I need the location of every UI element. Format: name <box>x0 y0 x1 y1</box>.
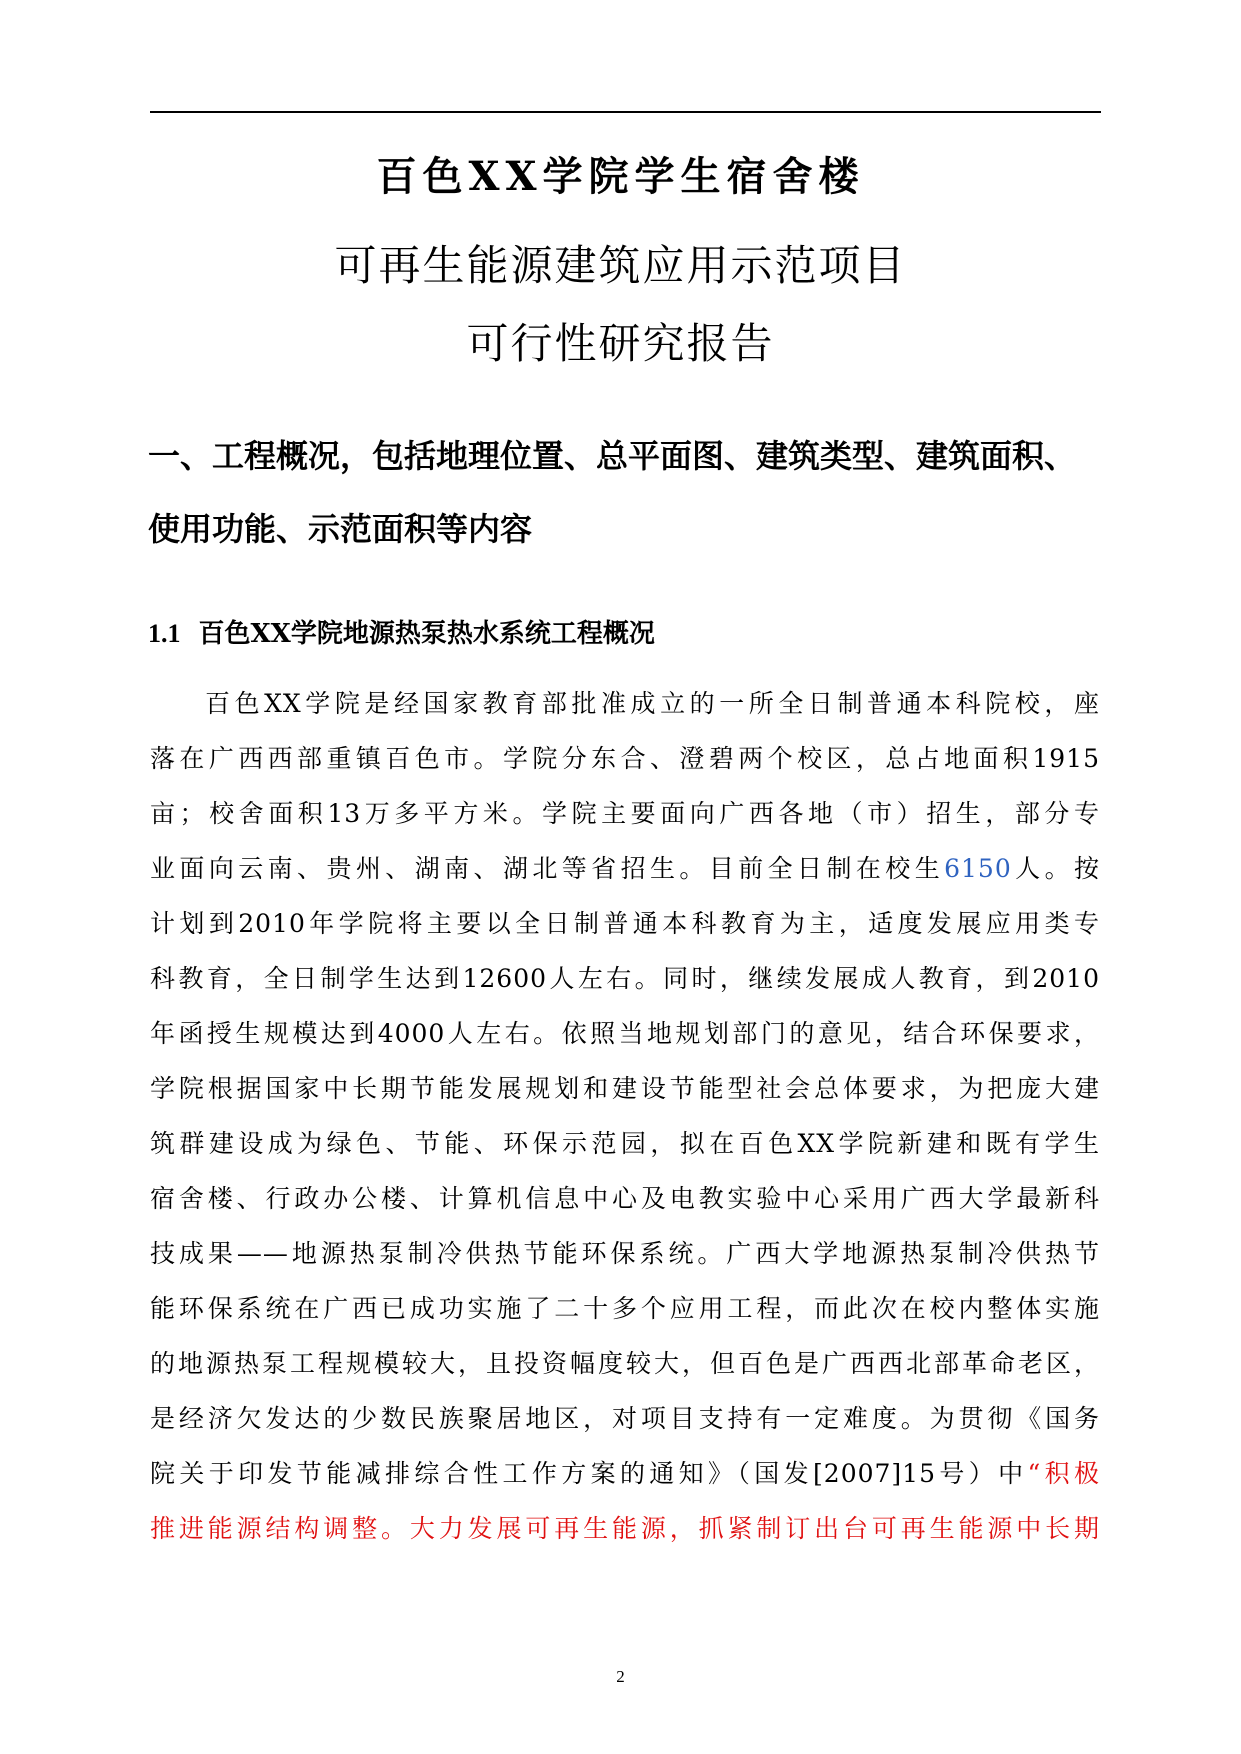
body-line <box>150 852 1100 886</box>
body-line: 落在广西西部重镇百色市。学院分东合、澄碧两个校区，总占地面积1915 <box>150 744 1100 773</box>
body-line: 学院根据国家中长期节能发展规划和建设节能型社会总体要求，为把庞大建 <box>150 1074 1100 1103</box>
page-number: 2 <box>616 1667 625 1686</box>
body-line: 亩；校舍面积13万多平方米。学院主要面向广西各地（市）招生，部分专 <box>150 799 1100 828</box>
header-rule <box>150 111 1101 113</box>
body-text: 人。按 <box>1011 854 1100 883</box>
body-line: 筑群建设成为绿色、节能、环保示范园，拟在百色XX学院新建和既有学生 <box>150 1129 1100 1158</box>
body-line: 技成果——地源热泵制冷供热节能环保系统。广西大学地源热泵制冷供热节 <box>150 1239 1100 1268</box>
body-line: 宿舍楼、行政办公楼、计算机信息中心及电教实验中心采用广西大学最新科 <box>150 1184 1100 1213</box>
section-heading-line1: 一、工程概况，包括地理位置、总平面图、建筑类型、建筑面积、 <box>148 437 1077 475</box>
document-title-line1: 百色XX学院学生宿舍楼 <box>376 153 865 200</box>
body-line <box>150 1457 1100 1491</box>
document-title-line2: 可再生能源建筑应用示范项目 <box>334 241 907 290</box>
subsection-heading <box>148 617 655 651</box>
subsection-number: 1.1 <box>148 619 181 648</box>
body-line: 是经济欠发达的少数民族聚居地区，对项目支持有一定难度。为贯彻《国务 <box>150 1404 1100 1433</box>
body-line: 百色XX学院是经国家教育部批准成立的一所全日制普通本科院校，座 <box>205 689 1100 718</box>
body-line: 科教育，全日制学生达到12600人左右。同时，继续发展成人教育，到2010 <box>150 964 1100 993</box>
quoted-policy-text: “积极 <box>1027 1459 1100 1488</box>
section-heading-line2: 使用功能、示范面积等内容 <box>148 510 533 548</box>
subsection-title: 百色XX学院地源热泵热水系统工程概况 <box>198 619 655 649</box>
document-title-line3: 可行性研究报告 <box>466 319 775 368</box>
body-text: 业面向云南、贵州、湖南、湖北等省招生。目前全日制在校生 <box>150 854 945 883</box>
quoted-policy-text: 推进能源结构调整。大力发展可再生能源，抓紧制订出台可再生能源中长期 <box>150 1514 1100 1543</box>
body-text: 院关于印发节能减排综合性工作方案的通知》（国发[2007]15号）中 <box>150 1459 1028 1488</box>
body-line: 能环保系统在广西已成功实施了二十多个应用工程，而此次在校内整体实施 <box>150 1294 1100 1323</box>
body-line: 年函授生规模达到4000人左右。依照当地规划部门的意见，结合环保要求， <box>150 1019 1100 1048</box>
student-count-highlight: 6150 <box>944 854 1012 883</box>
body-line: 的地源热泵工程规模较大，且投资幅度较大，但百色是广西西北部革命老区， <box>150 1349 1100 1378</box>
body-line: 计划到2010年学院将主要以全日制普通本科教育为主，适度发展应用类专 <box>150 909 1100 938</box>
